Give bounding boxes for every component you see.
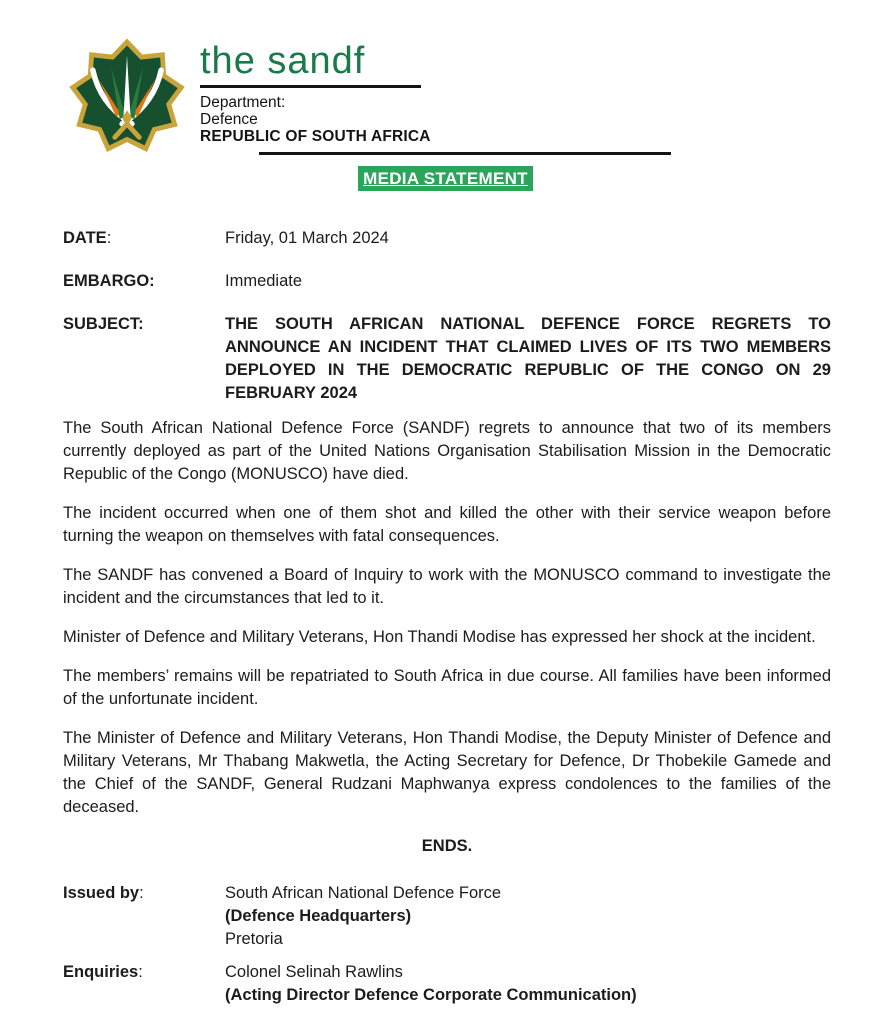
media-statement-banner: MEDIA STATEMENT: [358, 166, 533, 191]
statement-content: [63, 227, 831, 1017]
embargo-label-text: EMBARGO:: [63, 272, 155, 290]
enquiries-contact-name: Colonel Selinah Rawlins: [225, 963, 403, 981]
issued-by-org: South African National Defence Force: [225, 884, 502, 902]
subject-value: THE SOUTH AFRICAN NATIONAL DEFENCE FORCE REGRETS TO ANNOUNCE AN INCIDENT THAT CLAIMED LIVES OF ITS TWO MEMBERS DEPLOYED IN THE DEMOCRATIC REPUBLIC OF THE CONGO ON 29 FEBRUARY 2024: [225, 315, 831, 402]
enquiries-row: [63, 961, 831, 1007]
enquiries-label: [63, 961, 225, 1007]
header-rule: [259, 152, 671, 155]
issued-by-label-colon: :: [139, 884, 144, 902]
date-label-text: DATE: [63, 229, 107, 247]
issued-by-row: [63, 882, 831, 951]
body-paragraph-5: The members’ remains will be repatriated to South Africa in due course. All families have been informed of the unfortunate incident.: [63, 667, 831, 708]
org-name: the sandf: [200, 40, 366, 82]
subject-label-text: SUBJECT:: [63, 315, 144, 333]
issued-by-lines: [225, 882, 831, 951]
masthead: [200, 40, 431, 145]
enquiries-label-colon: :: [138, 963, 143, 981]
body-paragraph-3: The SANDF has convened a Board of Inquiry to work with the MONUSCO command to investigate the incident and the circumstances that led to it.: [63, 566, 831, 607]
date-label-colon: :: [106, 229, 112, 247]
date-label: [63, 227, 225, 250]
embargo-value: Immediate: [225, 272, 303, 290]
department-label: Department:: [200, 94, 286, 111]
masthead-rule: [200, 85, 421, 88]
department-name: Defence: [200, 111, 258, 128]
banner-row: [0, 166, 891, 191]
sandf-emblem-logo: [66, 36, 188, 158]
subject-label: [63, 313, 225, 405]
enquiries-label-text: Enquiries: [63, 963, 139, 981]
body-paragraph-6: The Minister of Defence and Military Veterans, Hon Thandi Modise, the Deputy Minister of Defence and Military Veterans, Mr Thabang Makwetla, the Acting Secretary for Defence, Dr Thobekile Gamede and the Chief of the SANDF, General Rudzani Maphwanya express condolences to the families of the deceased.: [63, 729, 831, 816]
subject-row: [63, 313, 831, 405]
country-name: REPUBLIC OF SOUTH AFRICA: [200, 128, 431, 145]
issued-by-city: Pretoria: [225, 930, 283, 948]
issued-by-label-text: Issued by: [63, 884, 140, 902]
body-paragraph-2: The incident occurred when one of them shot and killed the other with their service weapon before turning the weapon on themselves with fatal consequences.: [63, 504, 831, 545]
body-paragraph-1: The South African National Defence Force (SANDF) regrets to announce that two of its members currently deployed as part of the United Nations Organisation Stabilisation Mission in the Democratic Republic of the Congo (MONUSCO) have died.: [63, 419, 831, 483]
embargo-label: [63, 270, 225, 293]
date-row: [63, 227, 831, 250]
embargo-row: [63, 270, 831, 293]
enquiries-lines: [225, 961, 831, 1007]
ends-marker: ENDS.: [421, 837, 473, 855]
date-value: Friday, 01 March 2024: [225, 229, 389, 247]
enquiries-contact-title: (Acting Director Defence Corporate Communication): [225, 986, 637, 1004]
issued-by-headquarters: (Defence Headquarters): [225, 907, 412, 925]
body-paragraph-4: Minister of Defence and Military Veterans, Hon Thandi Modise has expressed her shock at the incident.: [63, 628, 816, 646]
issued-by-label: [63, 882, 225, 951]
